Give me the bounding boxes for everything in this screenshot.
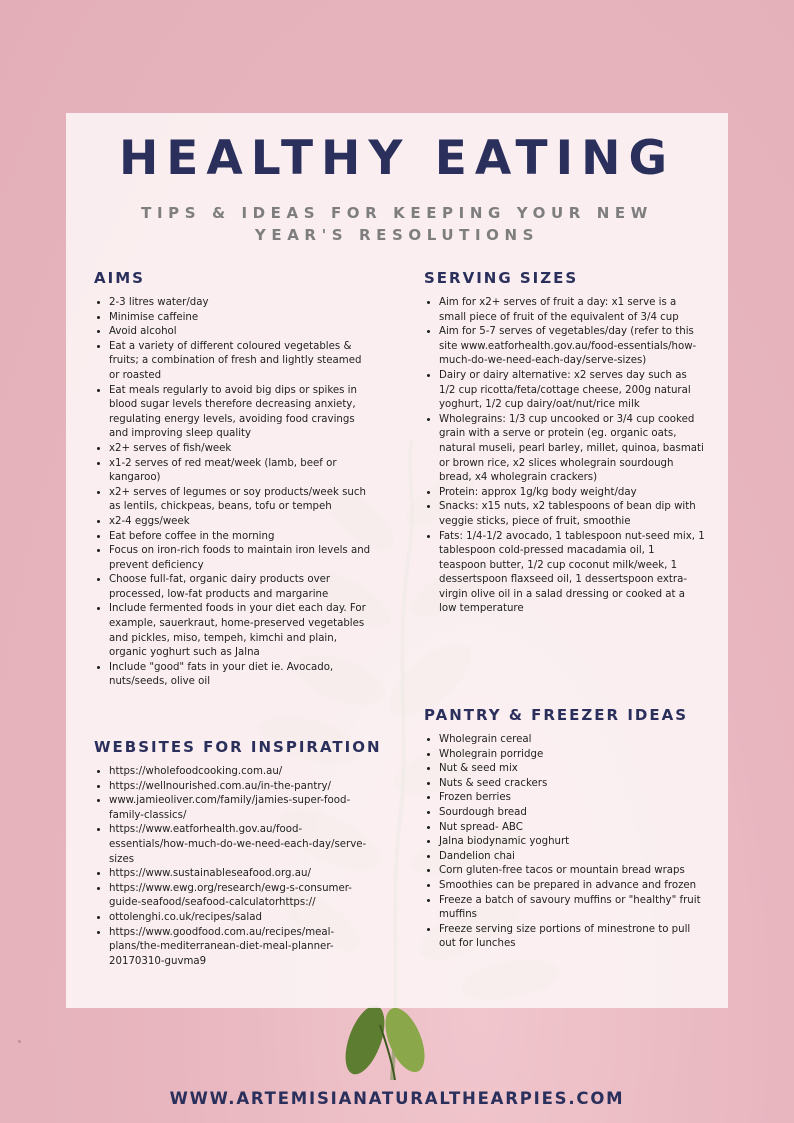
aims-item: • Choose full-fat, organic dairy products over processed, low-fat products and margarine [109, 573, 371, 602]
serving-size-item: • Aim for 5-7 serves of vegetables/day (refer to this site www.eatforhealth.gov.au/food-essentials/how-much-do-we-need-each-day/serve-sizes) [439, 325, 705, 369]
pantry-item: • Wholegrain cereal [439, 733, 705, 748]
pantry-item: • Nut spread- ABC [439, 821, 705, 836]
website-link[interactable]: • https://www.eatforhealth.gov.au/food-essentials/how-much-do-we-need-each-day/serve-sizes [109, 823, 371, 867]
websites-list [94, 765, 371, 969]
website-link[interactable]: • https://www.goodfood.com.au/recipes/meal-plans/the-mediterranean-diet-meal-planner-20170310-guvma9 [109, 926, 371, 970]
page-title: HEALTHY EATING [118, 131, 676, 186]
pantry-item: • Corn gluten-free tacos or mountain bread wraps [439, 864, 705, 879]
serving-size-item: • Protein: approx 1g/kg body weight/day [439, 486, 705, 501]
aims-heading: AIMS [94, 269, 145, 287]
serving-sizes-heading: SERVING SIZES [424, 269, 579, 287]
serving-size-item: • Dairy or dairy alternative: x2 serves day such as 1/2 cup ricotta/feta/cottage cheese, 200g natural yoghurt, 1/2 cup dairy/oat/nut/rice milk [439, 369, 705, 413]
pantry-item: • Freeze serving size portions of minestrone to pull out for lunches [439, 923, 705, 952]
website-link[interactable]: • https://www.sustainableseafood.org.au/ [109, 867, 371, 882]
pantry-item: • Wholegrain porridge [439, 748, 705, 763]
pantry-heading: PANTRY & FREEZER IDEAS [424, 706, 689, 724]
aims-item: • Eat a variety of different coloured vegetables & fruits; a combination of fresh and lightly steamed or roasted [109, 340, 371, 384]
website-link[interactable]: • https://wellnourished.com.au/in-the-pantry/ [109, 780, 371, 795]
pantry-list [424, 733, 705, 952]
pantry-item: • Smoothies can be prepared in advance and frozen [439, 879, 705, 894]
pantry-item: • Sourdough bread [439, 806, 705, 821]
website-link[interactable]: • www.jamieoliver.com/family/jamies-super-food-family-classics/ [109, 794, 371, 823]
serving-size-item: • Wholegrains: 1/3 cup uncooked or 3/4 cup cooked grain with a serve or protein (eg. organic oats, natural museli, pearl barley, millet, quinoa, basmati or brown rice, x2 slices wholegrain sourdough bread, x4 wholegrain crackers) [439, 413, 705, 486]
aims-item: • Focus on iron-rich foods to maintain iron levels and prevent deficiency [109, 544, 371, 573]
aims-item: • x1-2 serves of red meat/week (lamb, beef or kangaroo) [109, 457, 371, 486]
serving-size-item: • Fats: 1/4-1/2 avocado, 1 tablespoon nut-seed mix, 1 tablespoon cold-pressed macadamia oil, 1 teaspoon butter, 1/2 cup coconut milk/week, 1 dessertspoon flaxseed oil, 1 dessertspoon extra-virgin olive oil in a salad dressing or cooked at a low temperature [439, 530, 705, 618]
aims-item: • Avoid alcohol [109, 325, 371, 340]
footer-website-link[interactable]: WWW.ARTEMISIANATURALTHEARPIES.COM [169, 1089, 625, 1108]
serving-sizes-list [424, 296, 705, 617]
aims-item: • 2-3 litres water/day [109, 296, 371, 311]
aims-item: • x2+ serves of legumes or soy products/week such as lentils, chickpeas, beans, tofu or tempeh [109, 486, 371, 515]
aims-item: • Minimise caffeine [109, 311, 371, 326]
serving-size-item: • Aim for x2+ serves of fruit a day: x1 serve is a small piece of fruit of the equivalent of 3/4 cup [439, 296, 705, 325]
website-link[interactable]: • https://wholefoodcooking.com.au/ [109, 765, 371, 780]
decorative-dot [18, 1040, 21, 1043]
pantry-item: • Nuts & seed crackers [439, 777, 705, 792]
website-link[interactable]: • https://www.ewg.org/research/ewg-s-consumer-guide-seafood/seafood-calculatorhttps:// [109, 882, 371, 911]
pantry-item: • Freeze a batch of savoury muffins or "healthy" fruit muffins [439, 894, 705, 923]
aims-item: • Include "good" fats in your diet ie. Avocado, nuts/seeds, olive oil [109, 661, 371, 690]
serving-size-item: • Snacks: x15 nuts, x2 tablespoons of bean dip with veggie sticks, piece of fruit, smoothie [439, 500, 705, 529]
aims-item: • Include fermented foods in your diet each day. For example, sauerkraut, home-preserved vegetables and pickles, miso, tempeh, kimchi and plain, organic yoghurt such as Jalna [109, 602, 371, 660]
pantry-item: • Dandelion chai [439, 850, 705, 865]
pantry-item: • Jalna biodynamic yoghurt [439, 835, 705, 850]
aims-item: • x2+ serves of fish/week [109, 442, 371, 457]
aims-item: • Eat meals regularly to avoid big dips or spikes in blood sugar levels therefore decreasing anxiety, regulating energy levels, avoiding food cravings and improving sleep quality [109, 384, 371, 442]
websites-heading: WEBSITES FOR INSPIRATION [94, 738, 382, 756]
pantry-item: • Nut & seed mix [439, 762, 705, 777]
website-link[interactable]: • ottolenghi.co.uk/recipes/salad [109, 911, 371, 926]
aims-item: • Eat before coffee in the morning [109, 530, 371, 545]
pantry-item: • Frozen berries [439, 791, 705, 806]
aims-list [94, 296, 371, 690]
aims-item: • x2-4 eggs/week [109, 515, 371, 530]
page-subtitle: TIPS & IDEAS FOR KEEPING YOUR NEW YEAR'S RESOLUTIONS [141, 204, 653, 244]
